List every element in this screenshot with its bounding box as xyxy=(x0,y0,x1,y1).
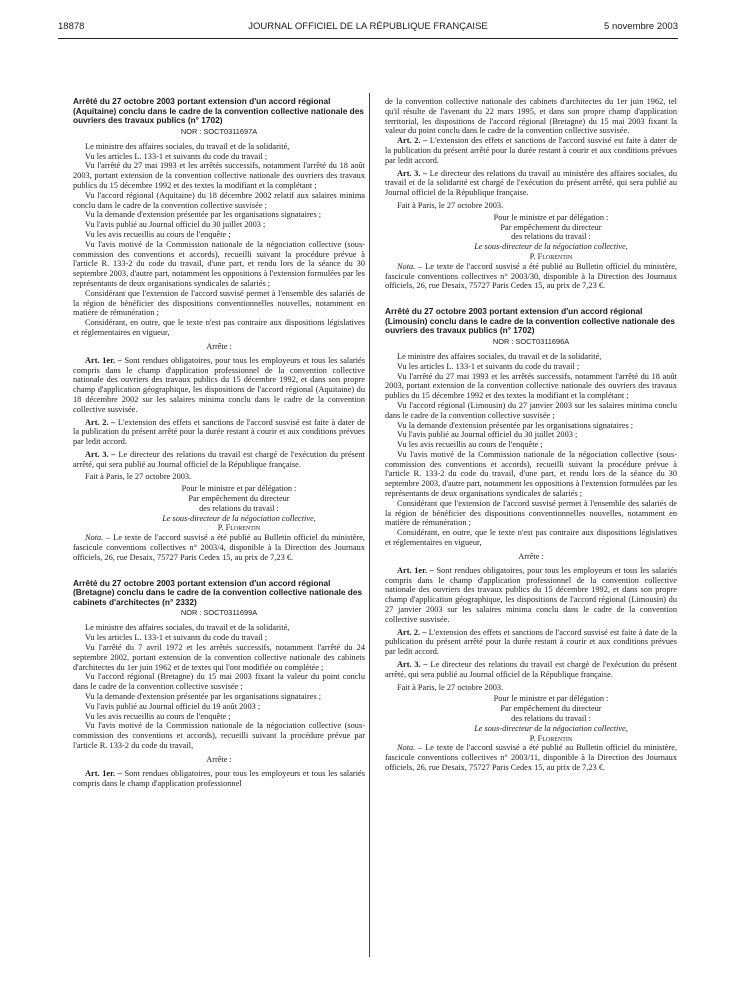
article-text: Le directeur des relations du travail est chargé de l'exécution du présent arrêté, qui sera publié au Journal officiel de la République française. xyxy=(73,449,365,469)
body-paragraph: Considérant que l'extension de l'accord susvisé permet à l'ensemble des salariés de la région de bénéficier des dispositions conventionnelles nouvelles, notamment en matière de rémunération ; xyxy=(73,288,365,318)
article-label: Art. 2. – xyxy=(397,627,427,637)
body-paragraph: Vu la demande d'extension présentée par les organisations signataires ; xyxy=(85,692,322,702)
body-paragraph: Vu les articles L. 133-1 et suivants du code du travail ; xyxy=(85,633,268,643)
body-paragraph: Vu les avis recueillis au cours de l'enquête ; xyxy=(85,711,231,721)
issue-date: 5 novembre 2003 xyxy=(604,21,678,32)
signature-block xyxy=(385,694,677,743)
decree-body xyxy=(73,623,365,750)
body-paragraph: Vu les articles L. 133-1 et suivants du code du travail ; xyxy=(397,361,580,371)
decree-body xyxy=(385,352,677,548)
column-separator xyxy=(369,93,370,957)
nor-reference: NOR : SOCT0311697A xyxy=(180,126,258,136)
body-paragraph: Vu l'accord régional (Aquitaine) du 18 décembre 2002 relatif aux salaires minima conclu dans le cadre de la convention collective susvisée ; xyxy=(73,190,365,210)
signature-line: Pour le ministre et par délégation : xyxy=(181,484,297,494)
nota-label: Nota. xyxy=(397,743,416,753)
body-paragraph: Vu l'arrêté du 27 mai 1993 et les arrêtés successifs, notamment l'arrêté du 18 août 2003, portant extension de la convention collective nationale des ouvriers des travaux publics du 15 décembre 1992 et des textes la modifiant et la complétant ; xyxy=(73,161,365,190)
nor-reference: NOR : SOCT0311696A xyxy=(492,336,570,346)
article-label: Art. 1er. – xyxy=(397,565,434,575)
article-text: Le directeur des relations du travail au ministère des affaires sociales, du travail et de la solidarité est chargé de l'exécution du présent arrêté, qui sera publié au Journal officiel de la République française. xyxy=(385,168,677,198)
body-paragraph: Vu l'avis motivé de la Commission nationale de la négociation collective (sous-commission des conventions et accords), recueilli suivant la procédure prévue par l'article R. 133-2 du code du travail, xyxy=(73,721,365,750)
signature-name: P. Florentin xyxy=(529,733,573,743)
article-label: Art. 1er. – xyxy=(85,768,122,778)
articles xyxy=(385,566,677,680)
article-text: Le directeur des relations du travail est chargé de l'exécution du présent arrêté, qui sera publié au Journal officiel de la République française. xyxy=(385,660,677,679)
decree-aquitaine xyxy=(73,97,365,563)
body-paragraph: Vu l'arrêté du 27 mai 1993 et les arrêtés successifs, notamment l'arrêté du 18 août 2003, portant extension de la convention collective nationale des ouvriers des travaux publics du 15 décembre 1992 et des textes la modifiant et la complétant ; xyxy=(385,371,677,401)
header-rule xyxy=(58,38,678,39)
article-label: Art. 3. – xyxy=(397,660,428,670)
body-paragraph: Le ministre des affaires sociales, du travail et de la solidarité, xyxy=(397,351,602,361)
article-paragraph xyxy=(73,418,365,447)
done-at: Fait à Paris, le 27 octobre 2003. xyxy=(85,472,192,482)
body-paragraph: Vu l'arrêté du 7 avril 1972 et les arrêtés successifs, notamment l'arrêté du 24 septembre 2002, portant extension de la convention collective nationale des cabinets d'architectes du 1er juin 1962 et de textes qui l'ont modifiée ou complétée ; xyxy=(73,643,365,672)
body-paragraph: Considérant que l'extension de l'accord susvisé permet à l'ensemble des salariés de la région de bénéficier des dispositions conventionnelles nouvelles, notamment en matière de rémunération ; xyxy=(385,498,677,528)
body-paragraph: Vu l'avis publié au Journal officiel du 30 juillet 2003 ; xyxy=(397,430,578,440)
signature-role: Le sous-directeur de la négociation collective, xyxy=(162,513,316,523)
journal-title: JOURNAL OFFICIEL DE LA RÉPUBLIQUE FRANÇAISE xyxy=(248,21,488,32)
article-label: Art. 1er. – xyxy=(85,355,122,365)
signature-block xyxy=(385,213,677,262)
nota-note xyxy=(385,743,677,772)
article-paragraph xyxy=(73,769,365,789)
signature-name: P. Florentin xyxy=(217,523,261,533)
body-paragraph: Vu l'avis publié au Journal officiel du 30 juillet 2003 ; xyxy=(85,220,266,230)
article-paragraph xyxy=(385,628,677,657)
article-label: Art. 2. – xyxy=(397,136,428,146)
body-paragraph: Le ministre des affaires sociales, du travail et de la solidarité, xyxy=(85,141,290,151)
body-paragraph: Vu l'avis motivé de la Commission nationale de la négociation collective (sous-commission des conventions et accords), recueilli suivant la procédure prévue à l'article R. 133-2 du code du travail, d'une part, et rendu lors de la séance du 30 septembre 2003, d'autre part, notamment les oppositions à l'extension formulées par les représentants de deux organisations syndicales de salariés ; xyxy=(73,239,365,288)
done-at: Fait à Paris, le 27 octobre 2003. xyxy=(397,682,504,692)
body-paragraph: Vu les avis recueillis au cours de l'enquête ; xyxy=(397,440,543,450)
body-paragraph: Vu les avis recueillis au cours de l'enquête ; xyxy=(85,229,231,239)
article-paragraph xyxy=(385,566,677,625)
right-column xyxy=(385,97,677,773)
decree-bretagne xyxy=(73,579,365,789)
body-paragraph: Le ministre des affaires sociales, du travail et de la solidarité, xyxy=(85,623,290,633)
body-paragraph: Vu l'avis publié au Journal officiel du 19 août 2003 ; xyxy=(85,701,261,711)
article-text: L'extension des effets et sanctions de l'accord susvisé est faite à dater de la publication du présent arrêté pour la durée restant à courir et aux conditions prévues par ledit accord. xyxy=(385,136,677,165)
signature-role: Le sous-directeur de la négociation collective, xyxy=(474,723,628,733)
nota-label: Nota. xyxy=(85,533,104,543)
decree-body xyxy=(73,142,365,338)
article-label: Art. 2. – xyxy=(85,417,116,427)
signature-role: Le sous-directeur de la négociation collective, xyxy=(474,242,628,252)
nota-note xyxy=(73,533,365,562)
article-text: L'extension des effets et sanctions de l'accord susvisé est faite à dater de la publication du présent arrêté pour la durée restant à courir et aux conditions prévues par ledit accord. xyxy=(73,417,365,447)
body-paragraph: Considérant, en outre, que le texte n'est pas contraire aux dispositions législatives et réglementaires en vigueur, xyxy=(73,318,365,337)
body-paragraph: Vu les articles L. 133-1 et suivants du code du travail ; xyxy=(85,151,268,161)
article-paragraph xyxy=(73,450,365,470)
article-text: Sont rendues obligatoires, pour tous les employeurs et tous les salariés compris dans le champ d'application professionnel de la convention collective nationale des ouvriers des travaux publics du 15 décembre 1992, et dans son propre champ d'application géographique, les dispositions de l'accord régional (Limousin) du 27 janvier 2003 sur les salaires minima conclu dans le cadre de la convention collective susvisée. xyxy=(385,565,677,624)
article-paragraph xyxy=(385,136,677,165)
arrete-heading: Arrête : xyxy=(206,754,232,764)
decree-title: Arrêté du 27 octobre 2003 portant extension d'un accord régional (Aquitaine) conclu dans le cadre de la convention collective nationale des ouvriers des travaux publics (n° 1702) xyxy=(73,96,364,126)
nota-label: Nota. xyxy=(397,261,416,271)
signature-line: Pour le ministre et par délégation : xyxy=(493,212,609,222)
nota-text: – Le texte de l'accord susvisé a été publié au Bulletin officiel du ministère, fascicule conventions collectives n° 2003/30, disponible à la Direction des Journaux officiels, 26, rue Desaix, 75727 Paris Cedex 15, au prix de 7,23 €. xyxy=(385,261,677,291)
body-paragraph: Vu l'avis motivé de la Commission nationale de la négociation collective (sous-commission des conventions et accords), recueilli suivant la procédure prévue à l'article R. 133-2 du code du travail, d'une part, et rendu lors de la séance du 30 septembre 2003, d'autre part, notamment les oppositions à l'extension formulées par les représentants de deux organisations syndicales de salariés ; xyxy=(385,449,677,499)
decree-title: Arrêté du 27 octobre 2003 portant extension d'un accord régional (Bretagne) conclu dans le cadre de la convention collective nationale des cabinets d'architectes (n° 2332) xyxy=(73,577,363,607)
signature-line: Pour le ministre et par délégation : xyxy=(493,694,609,704)
continuation-text: de la convention collective nationale des cabinets d'architectes du 1er juin 1962, tel qu'il résulte de l'avenant du 22 mars 1995, et dans son propre champ d'application territorial, les dispositions de l'accord régional (Bretagne) du 15 mai 2003 fixant la valeur du point conclu dans le cadre de la convention collective susvisée. xyxy=(385,97,677,136)
nor-reference: NOR : SOCT0311699A xyxy=(180,608,258,618)
signature-line: Par empêchement du directeur xyxy=(500,704,602,714)
page-number: 18878 xyxy=(58,21,85,32)
body-paragraph: Considérant, en outre, que le texte n'est pas contraire aux dispositions législatives et réglementaires en vigueur, xyxy=(385,528,677,548)
signature-line: des relations du travail : xyxy=(511,232,591,242)
decree-bretagne-continued xyxy=(385,97,677,291)
nota-text: – Le texte de l'accord susvisé a été publié au Bulletin officiel du ministère, fascicule conventions collectives n° 2003/11, disponible à la Direction des Journaux officiels, 26, rue Desaix, 75727 Paris Cedex 15, au prix de 7,23 €. xyxy=(385,743,677,772)
article-paragraph xyxy=(73,356,365,415)
signature-line: des relations du travail : xyxy=(511,714,591,724)
decree-limousin xyxy=(385,307,677,773)
arrete-heading: Arrête : xyxy=(206,341,232,351)
articles xyxy=(385,136,677,198)
article-label: Art. 3. – xyxy=(397,168,428,178)
signature-line: des relations du travail : xyxy=(199,503,279,513)
page-header xyxy=(58,20,678,36)
article-text: L'extension des effets et sanctions de l'accord susvisé est faite à date de la publication du présent arrêté pour la durée restant à courir et aux conditions prévues par ledit accord. xyxy=(385,627,677,657)
left-column xyxy=(73,97,365,788)
signature-name: P. Florentin xyxy=(529,251,573,261)
body-paragraph: Vu l'accord régional (Limousin) du 27 janvier 2003 sur les salaires minima conclu dans le cadre de la convention collective susvisée ; xyxy=(385,400,677,420)
signature-line: Par empêchement du directeur xyxy=(188,494,290,504)
signature-line: Par empêchement du directeur xyxy=(500,222,602,232)
article-text: Sont rendues obligatoires, pour tous les employeurs et tous les salariés compris dans le champ d'application professionnel xyxy=(73,768,365,788)
decree-title: Arrêté du 27 octobre 2003 portant extension d'un accord régional (Limousin) conclu dans le cadre de la convention collective nationale des ouvriers des travaux publics (n° 1702) xyxy=(385,306,676,336)
article-text: Sont rendues obligatoires, pour tous les employeurs et tous les salariés compris dans le champ d'application professionnel de la convention collective nationale des ouvriers des travaux publics du 15 décembre 1992, et dans son propre champ d'application géographique, les dispositions de l'accord régional (Aquitaine) du 18 décembre 2002 sur les salaires minima conclu dans le cadre de la convention collective susvisée. xyxy=(73,355,365,414)
article-paragraph xyxy=(385,169,677,198)
done-at: Fait à Paris, le 27 octobre 2003. xyxy=(397,200,504,210)
body-paragraph: Vu la demande d'extension présentée par les organisations signataires ; xyxy=(85,210,322,220)
body-paragraph: Vu l'accord régional (Bretagne) du 15 mai 2003 fixant la valeur du point conclu dans le cadre de la convention collective susvisée ; xyxy=(73,672,365,692)
nota-note xyxy=(385,262,677,291)
article-paragraph xyxy=(385,660,677,680)
body-paragraph: Vu la demande d'extension présentée par les organisations signataires ; xyxy=(397,420,634,430)
nota-text: – Le texte de l'accord susvisé a été publié au Bulletin officiel du ministère, fascicule conventions collectives n° 2003/4, disponible à la Direction des Journaux officiels, 26, rue Desaix, 75727 Paris Cedex 15, au prix de 7,23 €. xyxy=(73,533,365,562)
article-label: Art. 3. – xyxy=(85,449,116,459)
articles xyxy=(73,356,365,470)
signature-block xyxy=(73,484,365,533)
arrete-heading: Arrête : xyxy=(518,551,544,561)
